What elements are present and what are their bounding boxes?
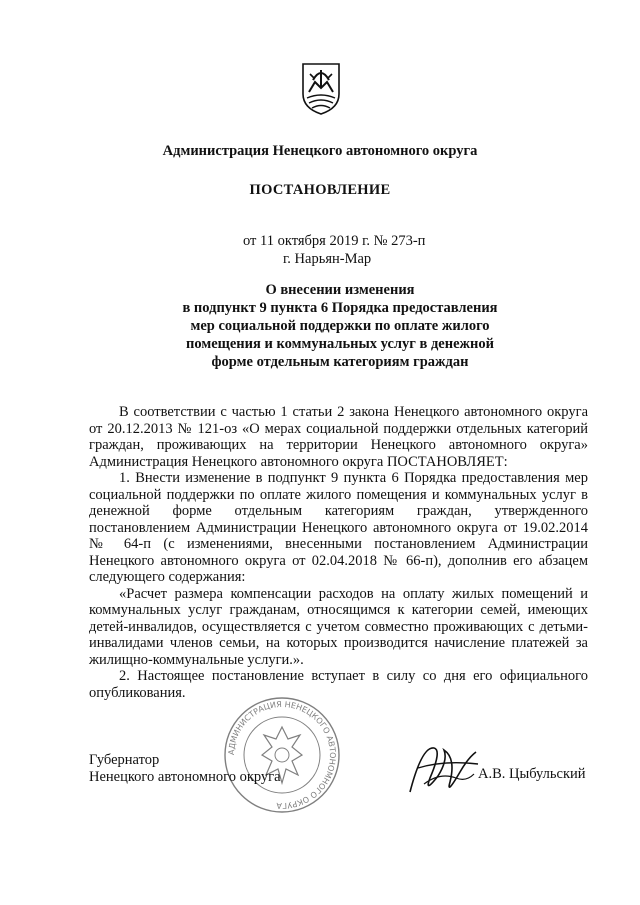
body-paragraph-item-2: 2. Настоящее постановление вступает в силу со дня его официального опубликования. bbox=[89, 668, 588, 701]
body-paragraph-item-1: 1. Внести изменение в подпункт 9 пункта 6 Порядка предоставления мер социальной поддержки по оплате жилого помещения и коммунальных услуг в денежной форме отдельным категориям граждан, утвержденного постановлением Администрации Ненецкого автономного округа от 19.02.2014 № 64-п (с изменениями, внесенными постановлением Администрации Ненецкого автономного округа от 02.04.2018 № 66-п), дополнив его абзацем следующего содержания: bbox=[89, 470, 588, 585]
handwritten-signature bbox=[404, 738, 484, 800]
signer-name: А.В. Цыбульский bbox=[478, 766, 586, 782]
document-body bbox=[89, 404, 588, 701]
title-line: в подпункт 9 пункта 6 Порядка предоставления bbox=[182, 300, 498, 316]
title-line: мер социальной поддержки по оплате жилого bbox=[190, 318, 490, 334]
body-paragraph-quote: «Расчет размера компенсации расходов на оплату жилых помещений и коммунальных услуг гражданам, относящимся к категории семей, имеющих детей-инвалидов, осуществляется с учетом совместно проживающих с детьми-инвалидами членов семьи, на которых производится начисление платежей за жилищно-коммунальные услуги.». bbox=[89, 585, 588, 668]
title-line: форме отдельным категориям граждан bbox=[211, 354, 469, 370]
seal-text: АДМИНИСТРАЦИЯ НЕНЕЦКОГО АВТОНОМНОГО ОКРУГА bbox=[226, 699, 338, 811]
position-line: Губернатор bbox=[89, 752, 160, 768]
document-city: г. Нарьян-Мар bbox=[283, 251, 372, 267]
document-type: ПОСТАНОВЛЕНИЕ bbox=[249, 182, 391, 198]
body-paragraph-preamble: В соответствии с частью 1 статьи 2 закона Ненецкого автономного округа от 20.12.2013 № 121-оз «О мерах социальной поддержки отдельных категорий граждан, проживающих на территории Ненецкого автономного округа» Администрация Ненецкого автономного округа ПОСТАНОВЛЯЕТ: bbox=[89, 404, 588, 470]
title-line: О внесении изменения bbox=[265, 282, 415, 298]
organization-name: Администрация Ненецкого автономного округа bbox=[162, 143, 478, 159]
signatory-position bbox=[89, 752, 281, 786]
title-line: помещения и коммунальных услуг в денежной bbox=[185, 336, 495, 352]
coat-of-arms-icon bbox=[301, 62, 341, 116]
position-line: Ненецкого автономного округа bbox=[89, 769, 281, 785]
document-title bbox=[150, 281, 530, 371]
document-date-number: от 11 октября 2019 г. № 273-п bbox=[243, 233, 426, 249]
